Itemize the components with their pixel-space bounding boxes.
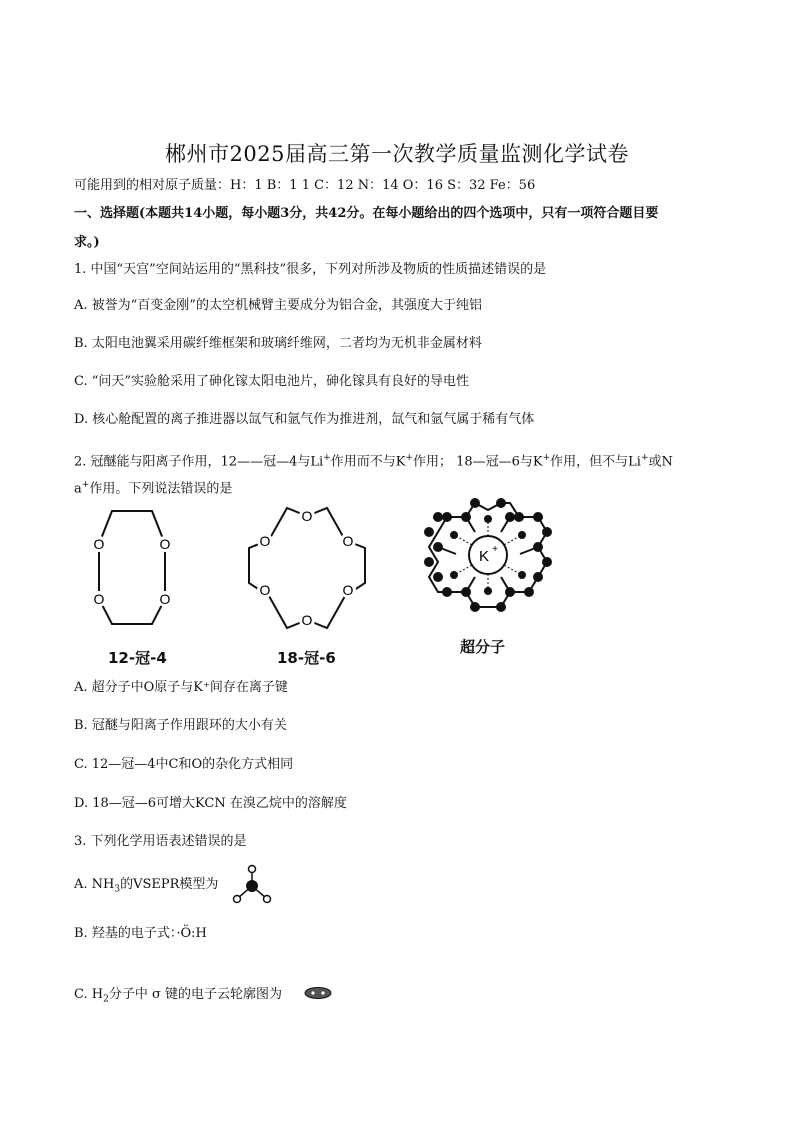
q3-opt-c-sub: 2 [103,994,109,1005]
supramolecule-diagram [418,492,558,627]
q2-stem-part-2: 作用而不与K [330,454,406,470]
coordination-line-5 [456,565,472,574]
q2-stem-part-4: 作用，但不与Li [550,454,641,470]
atom-1 [470,498,480,508]
atom-12 [470,602,480,612]
crown-18-6-ring [249,508,365,628]
atomic-masses-line: 可能用到的相对原子质量：H：1 B：1 1 C：12 N：14 O：16 S：32 Fe：56 [74,178,536,193]
hydroxyl-electron-formula: ·Ö:H [176,926,207,941]
atom-2 [496,498,506,508]
q2-stem-part-1: 2. 冠醚能与阳离子作用，12——冠—4与Li [74,454,324,470]
q3-opt-a-sub: 3 [114,884,121,895]
vsepr-model-diagram [229,862,275,906]
atom-20 [442,512,452,522]
crown-18-6-oxygen-2: O [259,533,271,549]
question-2-option-a: A. 超分子中O原子与K⁺间存在离子键 [74,680,288,695]
atom-o-3 [450,531,458,539]
atom-3 [514,512,524,522]
atom-o-5 [450,571,458,579]
q3-opt-a-post: 的VSEPR模型为 [120,877,219,892]
atom-o-1 [484,515,492,523]
question-3-option-b [74,925,207,943]
atom-11 [496,602,506,612]
atom-10 [505,587,515,597]
atom-o-4 [518,531,526,539]
atom-o-6 [518,571,526,579]
question-3-option-a [74,876,218,899]
q2-charge-li-1: + [323,453,331,463]
q3-opt-a-pre: A. NH [74,877,115,892]
crown-18-6-oxygen-3: O [342,533,354,549]
crown-12-4-ring [99,511,165,624]
question-2-stem-line-1 [74,449,673,471]
sigma-nucleus-2 [321,991,324,994]
crown-18-6-oxygen-6: O [301,612,313,628]
q2-stem-line2-a: a [74,481,82,497]
q3-opt-c-post: 分子中 σ 键的电子云轮廓图为 [108,987,282,1002]
atom-9 [524,587,534,597]
atom-19 [433,512,443,522]
q2-charge-k-1: + [405,453,413,463]
q2-stem-line2-b: 作用。下列说法错误的是 [89,481,233,497]
sigma-nucleus-1 [311,991,314,994]
question-1-option-d: D. 核心舱配置的离子推进器以氙气和氩气作为推进剂，氙气和氩气属于稀有气体 [74,412,535,427]
vsepr-n-atom [246,880,258,892]
coordination-line-6 [504,565,520,574]
question-2-option-c: C. 12—冠—4中C和O的杂化方式相同 [74,757,294,772]
question-1-option-b: B. 太阳电池翼采用碳纤维框架和玻璃纤维网，二者均为无机非金属材料 [74,336,482,351]
vsepr-lone-pair [249,866,256,873]
question-1-option-a: A. 被誉为“百变金刚”的太空机械臂主要成分为铝合金，其强度大于纯铝 [74,298,482,313]
sigma-bond-cloud-diagram [303,986,333,1000]
atom-17 [433,542,443,552]
question-1-option-c: C. “问天”实验舱采用了砷化镓太阳电池片，砷化镓具有良好的导电性 [74,374,470,389]
potassium-ion-charge: + [492,544,498,555]
crown-12-4-oxygen-2: O [159,536,171,552]
vsepr-h-left [234,896,241,903]
q2-charge-k-2: + [542,453,551,463]
question-3-stem: 3. 下列化学用语表述错误的是 [74,834,247,849]
sigma-electron-cloud [305,988,331,999]
question-2-option-d: D. 18—冠—6可增大KCN 在溴乙烷中的溶解度 [74,796,347,811]
atom-14 [442,587,452,597]
q3-opt-c-pre: C. H [74,987,104,1002]
atom-22 [505,512,515,522]
question-2-option-b: B. 冠醚与阳离子作用跟环的大小有关 [74,718,287,733]
question-2-stem-line-2 [74,476,232,498]
crown-12-4-oxygen-4: O [159,591,171,607]
crown-12-4-oxygen-3: O [93,591,105,607]
atom-o-2 [484,587,492,595]
section-heading-line-2: 求。) [74,235,100,250]
coordination-line-4 [504,536,520,545]
label-12-crown-4: 12-冠-4 [108,649,167,667]
crown-ether-12-4-diagram [70,505,210,635]
page-title: 郴州市2025届高三第一次教学质量监测化学试卷 [165,142,629,166]
atom-15 [433,572,443,582]
atom-7 [542,557,552,567]
section-heading-line-1: 一、选择题(本题共14小题，每小题3分，共42分。在每小题给出的四个选项中，只有一项符合题目要 [74,206,659,221]
q2-charge-na: + [81,480,90,490]
atom-4 [533,512,543,522]
label-supramolecule: 超分子 [460,638,506,656]
q3-opt-b-pre: B. 羟基的电子式： [74,926,177,941]
coordination-line-3 [456,536,472,545]
question-1-stem: 1. 中国“天宫”空间站运用的“黑科技”很多，下列对所涉及物质的性质描述错误的是 [74,262,547,277]
potassium-ion-symbol: K [478,548,490,565]
atom-5 [542,527,552,537]
question-3-option-c [74,986,282,1009]
crown-12-4-oxygen-1: O [93,536,105,552]
label-18-crown-6: 18-冠-6 [277,649,336,667]
crown-ether-18-6-diagram [232,500,382,640]
crown-18-6-oxygen-4: O [259,582,271,598]
crown-18-6-oxygen-5: O [342,582,354,598]
atom-13 [461,587,471,597]
atom-16 [424,557,434,567]
vsepr-h-right [264,896,271,903]
q2-stem-part-5: 或N [648,454,673,470]
q2-stem-part-3: 作用； 18—冠—6与K [412,454,543,470]
atom-8 [533,572,543,582]
atom-18 [424,527,434,537]
q2-charge-li-2: + [640,453,649,463]
crown-18-6-oxygen-1: O [301,508,313,524]
atom-6 [533,542,543,552]
atom-21 [461,512,471,522]
